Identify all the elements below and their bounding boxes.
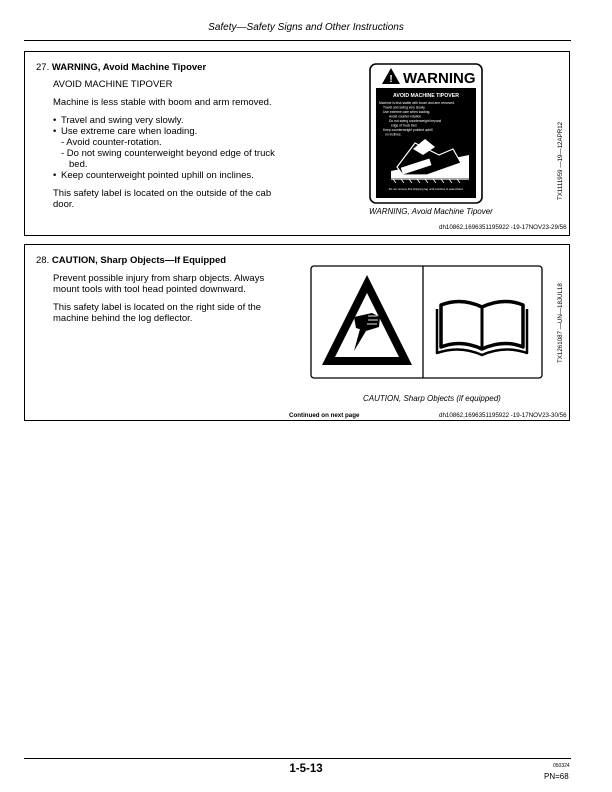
label-line: on inclines.	[385, 132, 402, 137]
bullet-travel: Travel and swing very slowly.	[61, 115, 184, 126]
page-header: Safety—Safety Signs and Other Instructions	[208, 22, 404, 33]
section-27-number: 27.	[36, 62, 50, 73]
section-28-text-2a: This safety label is located on the right side of the	[53, 302, 262, 313]
section-27-ref: dh10862,1696351195922 -19-17NOV23-29/56	[439, 224, 567, 231]
section-28-ref: dh10862,1696351195922 -19-17NOV23-30/56	[439, 412, 567, 419]
bullet-dot: •	[53, 115, 57, 126]
sub-bullet-swing-cont: bed.	[69, 159, 88, 170]
label-line: Do not swing counterweight beyond	[389, 119, 442, 123]
section-28-heading	[36, 255, 226, 266]
continued-notice: Continued on next page	[289, 412, 360, 419]
sub-bullet-counter-rotation: - Avoid counter-rotation.	[61, 137, 162, 148]
label-line: Machine is less stable with boom and arm removed.	[379, 101, 455, 105]
bullet-loading: Use extreme care when loading.	[61, 126, 198, 137]
section-27-heading	[36, 62, 206, 73]
section-27-box	[24, 51, 570, 236]
section-28-image-code: TX1261087 —UN—18JUL18	[557, 283, 564, 363]
section-27-title: WARNING, Avoid Machine Tipover	[51, 62, 207, 73]
label-heading: AVOID MACHINE TIPOVER	[393, 93, 459, 99]
label-footer-text: Do not remove this shipping tag until machine is assembled.	[388, 187, 464, 191]
section-28-text-1a: Prevent possible injury from sharp objects. Always	[53, 273, 265, 284]
pn-marker: PN=68	[544, 772, 569, 781]
label-line: Travel and swing very slowly.	[383, 105, 426, 110]
section-28-text-2b: machine behind the log deflector.	[53, 313, 193, 324]
bullet-uphill: Keep counterweight pointed uphill on inclines.	[61, 170, 254, 181]
warning-tipover-label	[369, 63, 483, 204]
section-27-location-2: door.	[53, 199, 75, 210]
section-28-title: CAUTION, Sharp Objects—If Equipped	[51, 255, 227, 266]
section-27-location-1: This safety label is located on the outside of the cab	[53, 188, 272, 199]
bullet-dot: •	[53, 126, 57, 137]
exclamation-icon: !	[389, 74, 393, 85]
section-27-image-code: TX1111959 —19—12APR12	[557, 121, 564, 200]
bullet-dot: •	[53, 170, 57, 181]
section-28-caption: CAUTION, Sharp Objects (if equipped)	[363, 394, 501, 403]
header-rule	[24, 40, 571, 41]
section-27-intro: Machine is less stable with boom and arm removed.	[53, 97, 272, 108]
label-line: Use extreme care when loading.	[383, 110, 431, 114]
date-code: 050324	[553, 763, 570, 769]
section-27-subtitle: AVOID MACHINE TIPOVER	[53, 79, 173, 90]
section-28-text-1b: mount tools with tool head pointed downward.	[53, 284, 246, 295]
page-number: 1-5-13	[289, 763, 323, 775]
label-signal-word: WARNING	[403, 70, 476, 87]
section-28-box	[24, 244, 570, 421]
label-line: Keep counterweight pointed uphill	[383, 128, 433, 132]
sub-bullet-swing: - Do not swing counterweight beyond edge of truck	[61, 148, 275, 159]
label-line: edge of truck bed.	[391, 123, 418, 128]
footer-rule	[24, 758, 571, 759]
caution-sharp-objects-label	[310, 265, 543, 379]
section-27-caption: WARNING, Avoid Machine Tipover	[369, 207, 493, 216]
label-line: Avoid counter-rotation.	[389, 114, 423, 119]
section-28-number: 28.	[36, 255, 50, 266]
